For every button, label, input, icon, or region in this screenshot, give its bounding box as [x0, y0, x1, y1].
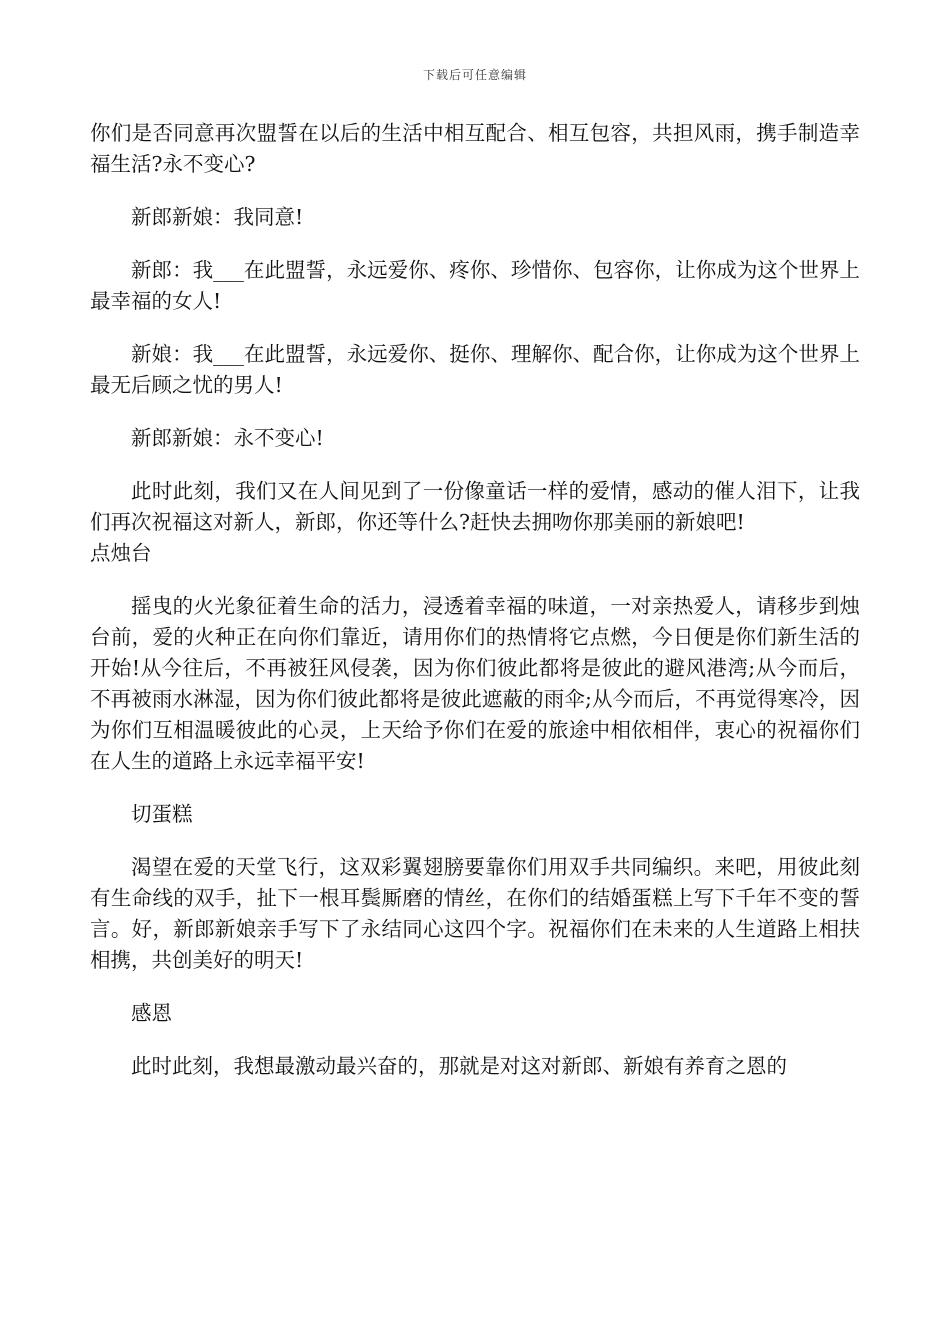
- paragraph-couple-forever: 新郎新娘：永不变心!: [131, 426, 324, 450]
- paragraph-groom-vow: 新郎：我___在此盟誓，永远爱你、疼你、珍惜你、包容你，让你成为这个世界上最幸福的女人!: [90, 258, 860, 313]
- paragraph-candle-lighting: 摇曳的火光象征着生命的活力，浸透着幸福的味道，一对亲热爱人，请移步到烛台前，爱的火种正在向你们靠近，请用你们的热情将它点燃，今日便是你们新生活的开始!从今往后，不再被狂风侵袭，因为你们彼此都将是彼此的避风港湾;从今而后，不再被雨水淋湿，因为你们彼此都将是彼此遮蔽的雨伞;从今而后，不再觉得寒冷，因为你们互相温暖彼此的心灵，上天给予你们在爱的旅途中相依相伴，衷心的祝福你们在人生的道路上永远幸福平安!: [90, 594, 860, 773]
- section-heading-gratitude: 感恩: [131, 1001, 172, 1025]
- paragraph-vow-question: 你们是否同意再次盟誓在以后的生活中相互配合、相互包容，共担风雨，携手制造幸福生活?永不变心?: [90, 121, 860, 176]
- paragraph-kiss-bride: 此时此刻，我们又在人间见到了一份像童话一样的爱情，感动的催人泪下，让我们再次祝福这对新人，新郎，你还等什么?赶快去拥吻你那美丽的新娘吧!: [90, 479, 860, 534]
- document-body: [90, 118, 860, 1104]
- section-heading-cake: 切蛋糕: [131, 802, 193, 826]
- section-heading-candle: 点烛台: [90, 541, 152, 565]
- paragraph-gratitude: 此时此刻，我想最激动最兴奋的，那就是对这对新郎、新娘有养育之恩的: [131, 1054, 787, 1078]
- paragraph-cake-cutting: 渴望在爱的天堂飞行，这双彩翼翅膀要靠你们用双手共同编织。来吧，用彼此刻有生命线的双手，扯下一根耳鬓厮磨的情丝，在你们的结婚蛋糕上写下千年不变的誓言。好，新郎新娘亲手写下了永结同心这四个字。祝福你们在未来的人生道路上相扶相携，共创美好的明天!: [90, 855, 860, 972]
- page-header: 下载后可任意编辑: [422, 68, 527, 82]
- paragraph-bride-vow: 新娘：我___在此盟誓，永远爱你、挺你、理解你、配合你，让你成为这个世界上最无后顾之忧的男人!: [90, 342, 860, 397]
- paragraph-couple-agree: 新郎新娘：我同意!: [131, 205, 304, 229]
